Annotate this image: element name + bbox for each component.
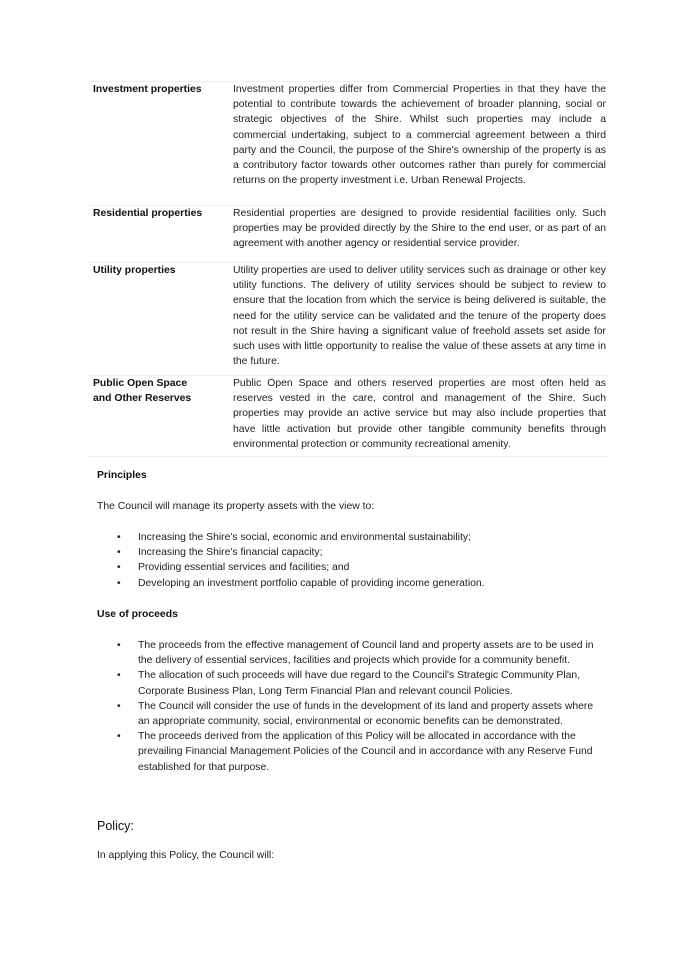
term-line: and Other Reserves — [93, 393, 192, 405]
table-row — [88, 206, 608, 263]
list-item: • The proceeds derived from the application of this Policy will be allocated in accordance with the prevailing Financial Management Policies of the Council and in accordance with any Reserve Fund established for that purpose. — [117, 731, 593, 773]
policy-intro: In applying this Policy, the Council will: — [97, 850, 275, 861]
list-item: • The allocation of such proceeds will have due regard to the Council's Strategic Community Plan, Corporate Business Plan, Long Term Financial Plan and relevant council Policies. — [117, 670, 581, 697]
use-of-proceeds-heading: Use of proceeds — [97, 609, 178, 620]
term-utility-properties: Utility properties — [93, 265, 176, 276]
principles-list — [117, 530, 587, 591]
table-row — [88, 82, 608, 206]
property-types-table — [88, 81, 608, 457]
bullet-icon: • — [117, 670, 121, 682]
list-item: • Developing an investment portfolio capable of providing income generation. — [117, 576, 587, 591]
description-investment-properties: Investment properties differ from Commercial Properties in that they have the potential to contribute towards the achievement of broader planning, social or strategic objectives of the Shire. Whilst such properties may include a commercial undertaking, subject to a commercial agreement between a third party and the Council, the purpose of the Shire's ownership of the property is as a contributory factor towards other outcomes rather than purely for commercial returns on the property investment i.e. Urban Renewal Projects. — [233, 84, 606, 187]
bullet-icon: • — [117, 562, 121, 574]
table-row — [88, 376, 608, 457]
policy-heading: Policy: — [97, 819, 134, 833]
bullet-icon: • — [117, 532, 121, 543]
principles-heading: Principles — [97, 470, 147, 481]
list-item: • Providing essential services and facilities; and — [117, 560, 587, 575]
proceeds-list — [117, 638, 595, 775]
table-row — [88, 263, 608, 376]
description-utility-properties: Utility properties are used to deliver utility services such as drainage or other key utility functions. The delivery of utility services should be subject to review to ensure that the location from which the service is being delivered is suitable, the need for the utility service can be validated and the tenure of the property does not result in the Shire having a significant value of freehold assets set aside for such uses with little opportunity to realise the value of these assets at any time in the future. — [233, 265, 606, 368]
bullet-icon: • — [117, 640, 121, 651]
term-public-open-space — [88, 376, 233, 457]
bullet-icon: • — [117, 700, 121, 712]
principles-intro: The Council will manage its property assets with the view to: — [97, 501, 375, 512]
bullet-icon: • — [117, 577, 121, 589]
term-line: Public Open Space — [93, 378, 188, 389]
bullet-icon: • — [117, 547, 121, 559]
list-item: • The Council will consider the use of funds in the development of its land and property assets where an appropriate community, social, environmental or economic benefits can be demonstrated. — [117, 700, 594, 728]
list-item: • The proceeds from the effective management of Council land and property assets are to be used in the delivery of essential services, facilities and projects which provide for a community benefit. — [117, 640, 594, 667]
term-residential-properties: Residential properties — [93, 208, 203, 219]
bullet-icon: • — [117, 731, 121, 743]
description-public-open-space: Public Open Space and others reserved properties are most often held as reserves vested in the care, control and management of the Shire. Such properties may provide an active service but may also include properties that have little activation but provide other tangible community benefits through environmental protection or community recreational amenity. — [233, 378, 606, 450]
term-investment-properties: Investment properties — [93, 84, 202, 95]
list-item: • Increasing the Shire's social, economic and environmental sustainability; — [117, 530, 587, 545]
list-item: • Increasing the Shire's financial capacity; — [117, 545, 587, 560]
description-residential-properties: Residential properties are designed to provide residential facilities only. Such properties may be provided directly by the Shire to the end user, or as part of an agreement with another agency or residential service provider. — [233, 208, 606, 250]
